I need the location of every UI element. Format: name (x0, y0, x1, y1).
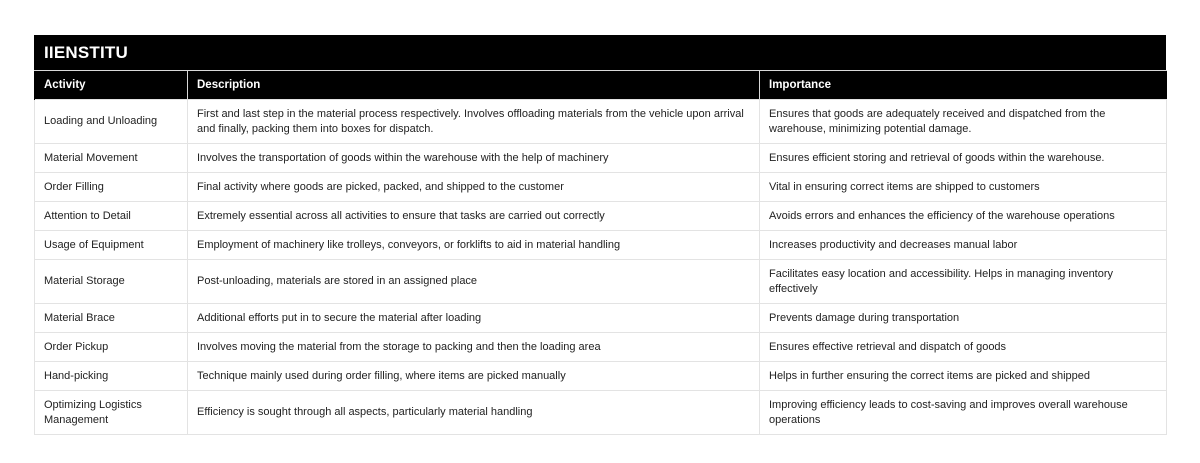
cell-description: Efficiency is sought through all aspects, particularly material handling (188, 391, 760, 435)
table-row (35, 304, 1167, 333)
cell-activity: Order Filling (35, 173, 188, 202)
header-importance: Importance (760, 71, 1167, 100)
table-row (35, 231, 1167, 260)
header-description: Description (188, 71, 760, 100)
table-row (35, 391, 1167, 435)
cell-activity: Loading and Unloading (35, 100, 188, 144)
cell-importance: Facilitates easy location and accessibility. Helps in managing inventory effectively (760, 260, 1167, 304)
cell-importance: Avoids errors and enhances the efficiency of the warehouse operations (760, 202, 1167, 231)
cell-description: Post-unloading, materials are stored in an assigned place (188, 260, 760, 304)
activity-table (34, 70, 1167, 435)
header-activity: Activity (35, 71, 188, 100)
table-header-row (35, 71, 1167, 100)
cell-importance: Ensures effective retrieval and dispatch of goods (760, 333, 1167, 362)
cell-description: Additional efforts put in to secure the material after loading (188, 304, 760, 333)
cell-importance: Ensures efficient storing and retrieval of goods within the warehouse. (760, 144, 1167, 173)
brand-bar (34, 35, 1166, 70)
brand-logo-text: IIENSTITU (44, 42, 128, 62)
cell-description: Technique mainly used during order filling, where items are picked manually (188, 362, 760, 391)
cell-activity: Order Pickup (35, 333, 188, 362)
table-row (35, 362, 1167, 391)
cell-importance: Ensures that goods are adequately received and dispatched from the warehouse, minimizing potential damage. (760, 100, 1167, 144)
cell-importance: Increases productivity and decreases manual labor (760, 231, 1167, 260)
cell-description: Final activity where goods are picked, packed, and shipped to the customer (188, 173, 760, 202)
cell-description: Extremely essential across all activities to ensure that tasks are carried out correctly (188, 202, 760, 231)
table-container (34, 35, 1166, 435)
cell-importance: Improving efficiency leads to cost-saving and improves overall warehouse operations (760, 391, 1167, 435)
cell-activity: Hand-picking (35, 362, 188, 391)
cell-activity: Attention to Detail (35, 202, 188, 231)
cell-description: First and last step in the material process respectively. Involves offloading materials from the vehicle upon arrival and finally, packing them into boxes for dispatch. (188, 100, 760, 144)
table-row (35, 260, 1167, 304)
table-row (35, 144, 1167, 173)
cell-activity: Material Brace (35, 304, 188, 333)
table-row (35, 100, 1167, 144)
table-row (35, 173, 1167, 202)
cell-description: Involves moving the material from the storage to packing and then the loading area (188, 333, 760, 362)
table-row (35, 202, 1167, 231)
cell-activity: Material Movement (35, 144, 188, 173)
cell-activity: Usage of Equipment (35, 231, 188, 260)
cell-importance: Prevents damage during transportation (760, 304, 1167, 333)
cell-importance: Vital in ensuring correct items are shipped to customers (760, 173, 1167, 202)
table-row (35, 333, 1167, 362)
cell-importance: Helps in further ensuring the correct items are picked and shipped (760, 362, 1167, 391)
cell-description: Employment of machinery like trolleys, conveyors, or forklifts to aid in material handling (188, 231, 760, 260)
cell-description: Involves the transportation of goods within the warehouse with the help of machinery (188, 144, 760, 173)
cell-activity: Optimizing Logistics Management (35, 391, 188, 435)
cell-activity: Material Storage (35, 260, 188, 304)
